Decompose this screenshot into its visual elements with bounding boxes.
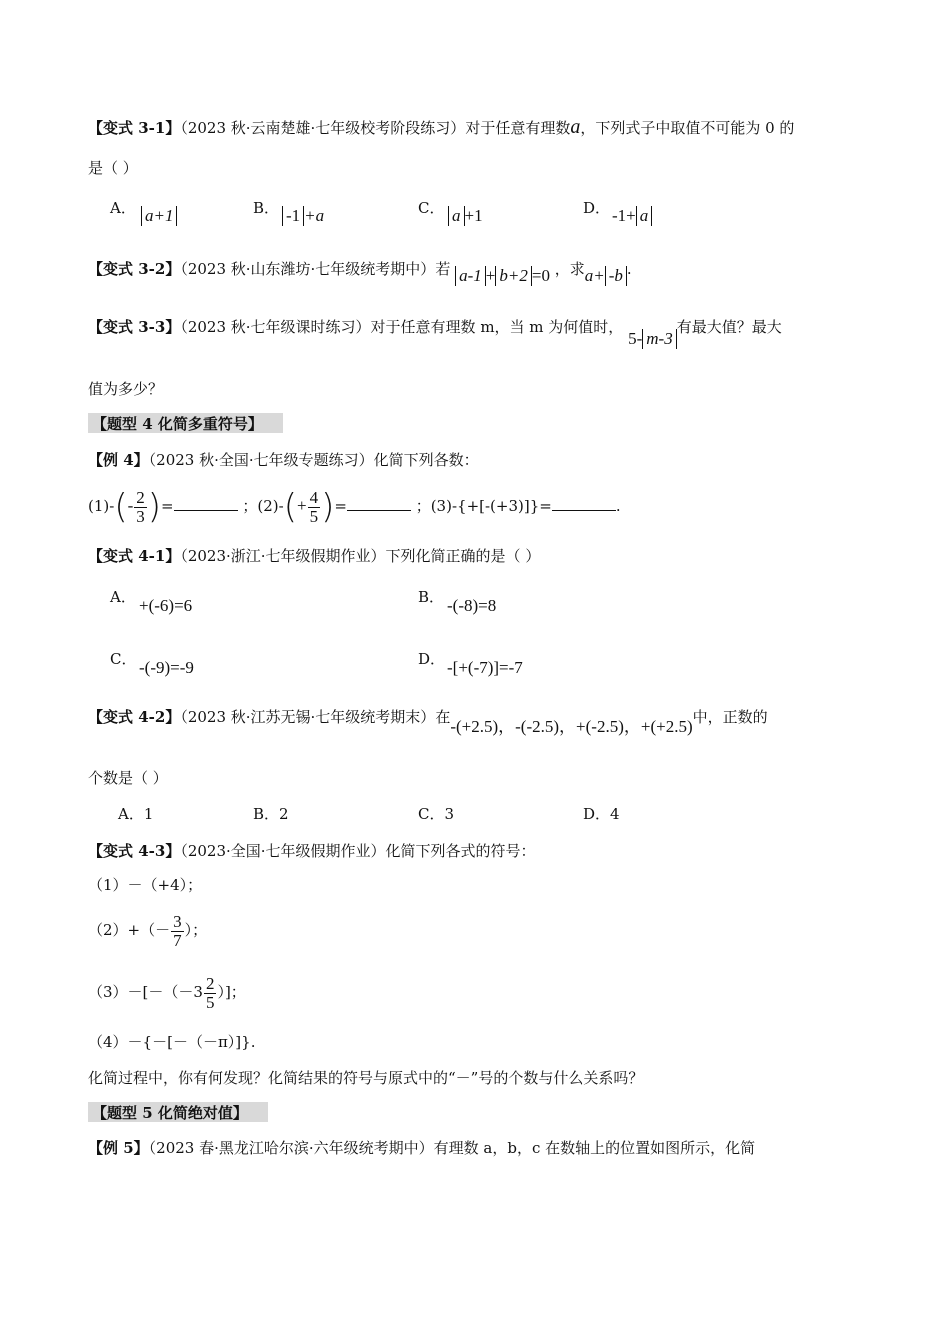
variant-4-2-line2: 个数是（ ） xyxy=(88,769,168,787)
variant-3-1-line2: 是（ ） xyxy=(88,159,138,177)
variant-3-3-line1: 【变式 3-3】（2023 秋·七年级课时练习）对于任意有理数 m，当 m 为何值时， 5- m-3有最大值？最大 xyxy=(88,318,782,348)
option-c: C．3 xyxy=(418,805,455,823)
answer-blank[interactable] xyxy=(552,496,616,511)
variant-4-2-line1: 【变式 4-2】（2023 秋·江苏无锡·七年级统考期末）在-(+2.5)，-(-2.5)，+(-2.5)，+(+2.5)中，正数的 xyxy=(88,708,768,736)
option-c: C． xyxy=(418,199,445,217)
option-c-expr: -(-9)=-9 xyxy=(139,658,194,677)
option-a: A． xyxy=(110,199,136,217)
option-a-expr: a+1 xyxy=(141,205,177,227)
variant-3-3-label: 【变式 3-3】 xyxy=(88,318,181,336)
section-4-heading: 【题型 4 化简多重符号】 xyxy=(88,413,283,433)
variant-3-3-line2: 值为多少？ xyxy=(88,380,164,398)
option-b: B． xyxy=(253,199,280,217)
answer-blank[interactable] xyxy=(174,496,238,511)
variant-4-3-line: 【变式 4-3】（2023·全国·七年级假期作业）化简下列各式的符号： xyxy=(88,842,536,860)
variant-4-2-source: （2023 秋·江苏无锡·七年级统考期末） xyxy=(180,708,436,726)
variant-4-2-label: 【变式 4-2】 xyxy=(88,708,181,726)
example-4-source: （2023 秋·全国·七年级专题练习） xyxy=(148,451,374,469)
option-d-expr: -1+ a xyxy=(612,205,652,227)
example-4-line: 【例 4】（2023 秋·全国·七年级专题练习）化简下列各数： xyxy=(88,451,479,469)
variant-4-1-source: （2023·浙江·七年级假期作业） xyxy=(180,547,386,565)
option-b: B． xyxy=(418,588,445,606)
variant-4-3-item-2: （2）+（－ $\frac{3}{7}$ ）； xyxy=(88,911,208,950)
variant-4-3-item-3: （3）－[－（－3 $\frac{2}{5}$ ）]； xyxy=(88,973,246,1012)
variant-3-2-line: 【变式 3-2】（2023 秋·山东潍坊·七年级统考期中）若 a-1 + b+2 =0 ，求a+ -b . xyxy=(88,260,632,285)
variant-4-3-item-1: （1）－（+4）； xyxy=(88,876,203,894)
variant-4-3-question: 化简过程中，你有何发现？化简结果的符号与原式中的“－”号的个数与什么关系吗？ xyxy=(88,1069,644,1087)
option-a: A．1 xyxy=(118,805,154,823)
option-c: C． xyxy=(110,650,137,668)
variant-4-3-label: 【变式 4-3】 xyxy=(88,842,181,860)
option-d: D． xyxy=(583,199,611,217)
example-4-expressions: (1)-(- $\frac{2}{3}$ )= ；(2)-(+ $\frac{4}{5}$ )= ；(3)-{+[-(+3)]}= . xyxy=(88,487,621,527)
variant-4-1-label: 【变式 4-1】 xyxy=(88,547,181,565)
example-5-line: 【例 5】（2023 春·黑龙江哈尔滨·六年级统考期中）有理数 a，b，c 在数轴上的位置如图所示，化简 xyxy=(88,1139,756,1157)
variant-4-1-line: 【变式 4-1】（2023·浙江·七年级假期作业）下列化简正确的是（ ） xyxy=(88,547,541,565)
option-a: A． xyxy=(110,588,136,606)
section-5-heading: 【题型 5 化简绝对值】 xyxy=(88,1102,268,1122)
option-c-expr: a +1 xyxy=(448,205,483,227)
answer-blank[interactable] xyxy=(347,496,411,511)
option-b-expr: -(-8)=8 xyxy=(447,596,497,615)
option-d-expr: -[+(-7)]=-7 xyxy=(447,658,523,677)
variant-3-2-source: （2023 秋·山东潍坊·七年级统考期中） xyxy=(180,260,436,278)
example-5-source: （2023 春·黑龙江哈尔滨·六年级统考期中） xyxy=(148,1139,434,1157)
variant-3-1-label: 【变式 3-1】 xyxy=(88,119,181,137)
option-b-expr: -1 +a xyxy=(282,205,324,227)
variant-3-2-label: 【变式 3-2】 xyxy=(88,260,181,278)
example-4-label: 【例 4】 xyxy=(88,451,149,469)
option-a-expr: +(-6)=6 xyxy=(139,596,193,615)
option-d: D． xyxy=(418,650,446,668)
example-5-label: 【例 5】 xyxy=(88,1139,149,1157)
variant-3-3-source: （2023 秋·七年级课时练习） xyxy=(180,318,371,336)
variant-3-1-source: （2023 秋·云南楚雄·七年级校考阶段练习） xyxy=(180,119,466,137)
variant-3-1-line1: 【变式 3-1】（2023 秋·云南楚雄·七年级校考阶段练习）对于任意有理数a，下列式子中取值不可能为 0 的 xyxy=(88,116,795,138)
variant-4-3-source: （2023·全国·七年级假期作业） xyxy=(180,842,386,860)
variant-4-3-item-4: （4）－{－[－（－π）]}. xyxy=(88,1033,256,1051)
option-d: D．4 xyxy=(583,805,620,823)
option-b: B．2 xyxy=(253,805,289,823)
